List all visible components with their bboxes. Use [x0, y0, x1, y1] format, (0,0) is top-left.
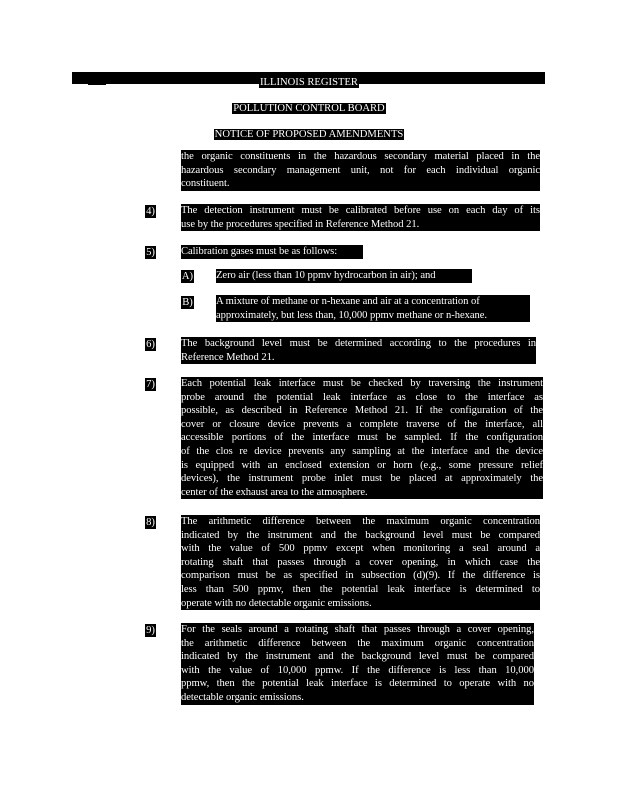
- paragraph-5: [181, 245, 363, 259]
- item-number: 7): [146, 379, 155, 390]
- text-line: indicated by the instrument and the background level must be compared: [181, 651, 534, 663]
- text-line: probe around the potential leak interface as close to the interface as: [181, 391, 543, 403]
- text-line: with the value of 500 ppmv except when monitoring a seal around a: [181, 543, 540, 555]
- text-line: center of the exhaust area to the atmosphere.: [181, 486, 368, 498]
- text-line: constituent.: [181, 178, 230, 190]
- paragraph-9: [181, 623, 534, 705]
- text-line: Each potential leak interface must be checked by traversing the instrument: [181, 378, 543, 389]
- text-line: A mixture of methane or n-hexane and air at a concentration of: [216, 296, 480, 307]
- paragraph-a: [216, 269, 472, 283]
- text-line: the organic constituents in the hazardous secondary material placed in the: [181, 151, 540, 162]
- item-number: 6): [146, 339, 155, 350]
- text-line: rotating shaft that passes through a cover opening, in which case the: [181, 556, 540, 568]
- item-number: 5): [146, 247, 155, 258]
- text-line: For the seals around a rotating shaft that passes through a cover opening,: [181, 624, 534, 635]
- text-line: operate with no detectable organic emissions.: [181, 597, 372, 609]
- text-line: ppmw, then the potential leak interface is determined to operate with no: [181, 678, 534, 690]
- notice-title: NOTICE OF PROPOSED AMENDMENTS: [214, 129, 404, 140]
- item-letter: B): [182, 297, 193, 308]
- paragraph-b: [216, 295, 530, 322]
- text-line: indicated by the instrument and the background level must be compared: [181, 529, 540, 541]
- text-line: cover or closure device prevents a complete traverse of the interface, all: [181, 418, 543, 430]
- text-line: The background level must be determined according to the procedures in: [181, 338, 536, 349]
- text-line: Zero air (less than 10 ppmv hydrocarbon in air); and: [216, 270, 436, 281]
- paragraph-6: [181, 337, 536, 364]
- item-number: 4): [146, 206, 155, 217]
- text-line: Calibration gases must be as follows:: [181, 246, 338, 257]
- board-title: POLLUTION CONTROL BOARD: [233, 103, 385, 114]
- register-title-row: [0, 72, 618, 90]
- text-line: of the clos re device prevents any sampling at the interface and the device: [181, 445, 543, 457]
- board-title-row: [0, 98, 618, 116]
- text-line: accessible portions of the interface must be sampled. If the configuration: [181, 432, 543, 444]
- text-line: Reference Method 21.: [181, 351, 275, 363]
- paragraph-7: [181, 377, 543, 499]
- register-title: ILLINOIS REGISTER: [260, 77, 358, 88]
- text-line: The detection instrument must be calibrated before use on each day of its: [181, 205, 540, 216]
- intro-paragraph: [181, 150, 540, 191]
- text-line: is equipped with an enclosed extension or horn (e.g., some pressure relief: [181, 459, 543, 471]
- text-line: approximately, but less than, 10,000 ppmv methane or n-hexane.: [216, 309, 487, 321]
- text-line: possible, as described in Reference Method 21. If the configuration of the: [181, 405, 543, 417]
- text-line: less than 500 ppmv, then the potential leak interface is determined to: [181, 583, 540, 595]
- text-line: detectable organic emissions.: [181, 691, 304, 703]
- text-line: the arithmetic difference between the maximum organic concentration: [181, 637, 534, 649]
- item-number: 9): [146, 625, 155, 636]
- text-line: devices), the instrument probe inlet must be placed at approximately the: [181, 473, 543, 485]
- notice-title-row: [0, 124, 618, 142]
- item-number: 8): [146, 517, 155, 528]
- text-line: The arithmetic difference between the maximum organic concentration: [181, 516, 540, 527]
- text-line: use by the procedures specified in Reference Method 21.: [181, 218, 420, 230]
- text-line: hazardous secondary management unit, not for each individual organic: [181, 164, 540, 176]
- paragraph-8: [181, 515, 540, 610]
- paragraph-4: [181, 204, 540, 231]
- item-letter: A): [181, 271, 194, 282]
- text-line: comparison must be as specified in subsection (d)(9). If the difference is: [181, 570, 540, 582]
- text-line: with the value of 10,000 ppmw. If the difference is less than 10,000: [181, 664, 534, 676]
